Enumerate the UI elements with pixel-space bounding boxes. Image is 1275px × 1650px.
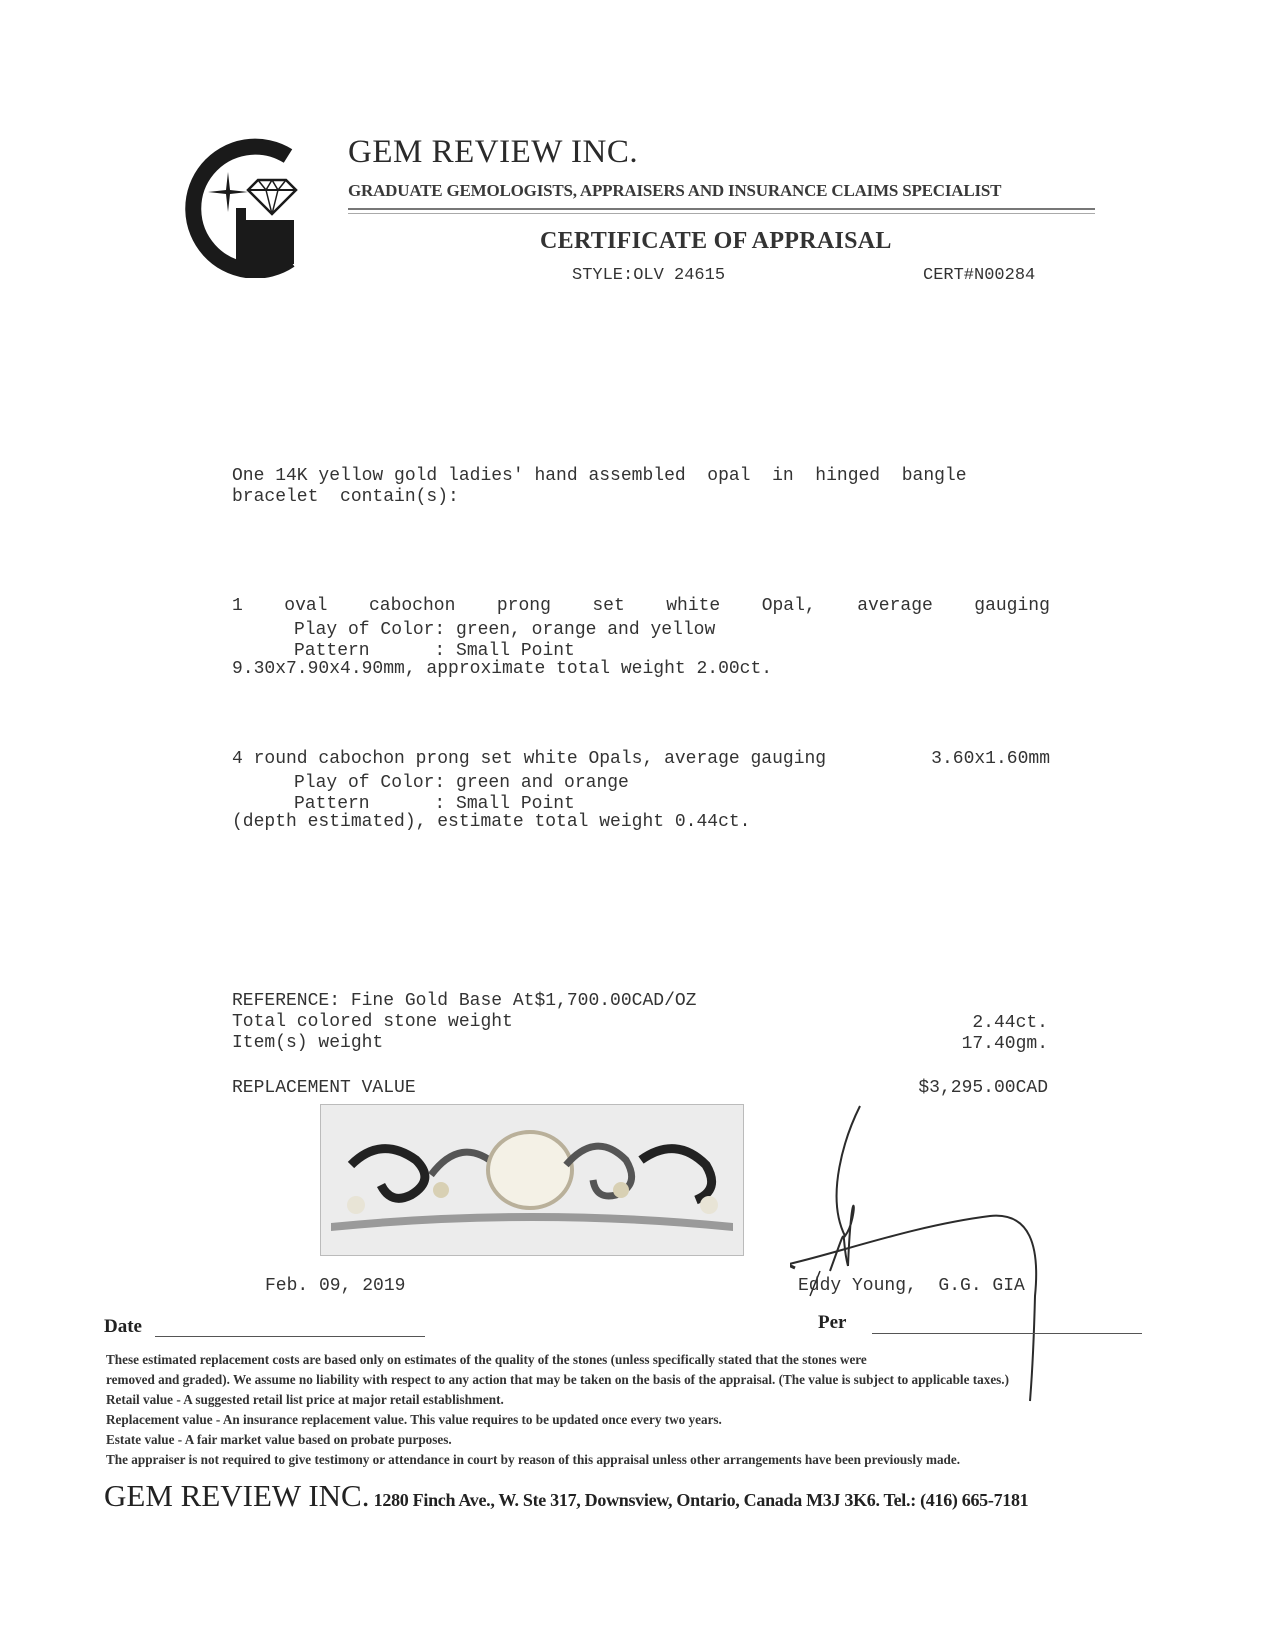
description-word: 4 round cabochon prong set white Opals, average gauging <box>232 749 827 769</box>
item-description: One 14K yellow gold ladies' hand assembled opal in hinged bangle bracelet contain(s): <box>232 466 967 507</box>
disclaimer-line: removed and graded). We assume no liability with respect to any action that may be taken on the basis of the appraisal. (The value is subject to applicable taxes.) <box>106 1372 1009 1387</box>
stone2-details: Play of Color: green and orange Pattern : Small Point <box>294 773 629 814</box>
date-signature-line <box>155 1336 425 1337</box>
bracelet-photo <box>320 1104 744 1256</box>
appraisal-date: Feb. 09, 2019 <box>265 1276 406 1296</box>
replacement-value: $3,295.00CAD <box>918 1078 1048 1098</box>
style-number: STYLE:OLV 24615 <box>572 266 726 285</box>
description-word: oval <box>284 596 328 616</box>
stone1-details: Play of Color: green, orange and yellow Pattern : Small Point <box>294 620 716 661</box>
reference-values: 2.44ct. 17.40gm. <box>961 1013 1048 1054</box>
per-label: Per <box>818 1312 847 1333</box>
disclaimer-line: These estimated replacement costs are based only on estimates of the quality of the stones (unless specifically stated that the stones were <box>106 1352 867 1367</box>
header-divider <box>348 208 1095 210</box>
footer-company-name: GEM REVIEW INC. <box>104 1478 370 1513</box>
description-word: set <box>592 596 625 616</box>
disclaimer-line: Retail value - A suggested retail list price at major retail establishment. <box>106 1392 504 1407</box>
certificate-number: CERT#N00284 <box>923 266 1036 285</box>
stone1-line1 <box>232 596 1050 617</box>
appraiser-name: Eddy Young, G.G. GIA <box>798 1276 1025 1296</box>
disclaimer <box>106 1350 1206 1470</box>
diamond-g-logo-icon <box>178 138 308 278</box>
company-name: GEM REVIEW INC. <box>348 134 639 170</box>
footer-address: 1280 Finch Ave., W. Ste 317, Downsview, Ontario, Canada M3J 3K6. Tel.: (416) 665-7181 <box>369 1490 1029 1510</box>
disclaimer-line: The appraiser is not required to give testimony or attendance in court by reason of this appraisal unless other arrangements have been previously made. <box>106 1452 961 1467</box>
stone1-line2: 9.30x7.90x4.90mm, approximate total weight 2.00ct. <box>232 659 773 679</box>
description-word: 1 <box>232 596 243 616</box>
company-tagline: GRADUATE GEMOLOGISTS, APPRAISERS AND INSURANCE CLAIMS SPECIALIST <box>348 181 1002 200</box>
header-divider-thin <box>348 213 1095 214</box>
bangle-bracelet-icon <box>321 1105 743 1255</box>
footer <box>104 1478 1028 1514</box>
description-word: average <box>857 596 933 616</box>
description-word: white <box>666 596 721 616</box>
date-label: Date <box>104 1316 142 1337</box>
description-word: prong <box>496 596 551 616</box>
reference-block: REFERENCE: Fine Gold Base At$1,700.00CAD/OZ Total colored stone weight Item(s) weight <box>232 991 697 1053</box>
per-signature-line <box>872 1333 1142 1334</box>
description-word: cabochon <box>368 596 456 616</box>
certificate-title: CERTIFICATE OF APPRAISAL <box>540 228 892 254</box>
disclaimer-line: Estate value - A fair market value based on probate purposes. <box>106 1432 452 1447</box>
description-word: gauging <box>974 596 1050 616</box>
disclaimer-line: Replacement value - An insurance replacement value. This value requires to be updated once every two years. <box>106 1412 722 1427</box>
stone2-line1 <box>232 749 1050 770</box>
stone2-line2: (depth estimated), estimate total weight 0.44ct. <box>232 812 751 832</box>
description-word: Opal, <box>761 596 816 616</box>
replacement-value-label: REPLACEMENT VALUE <box>232 1078 416 1098</box>
description-word: 3.60x1.60mm <box>931 749 1050 769</box>
